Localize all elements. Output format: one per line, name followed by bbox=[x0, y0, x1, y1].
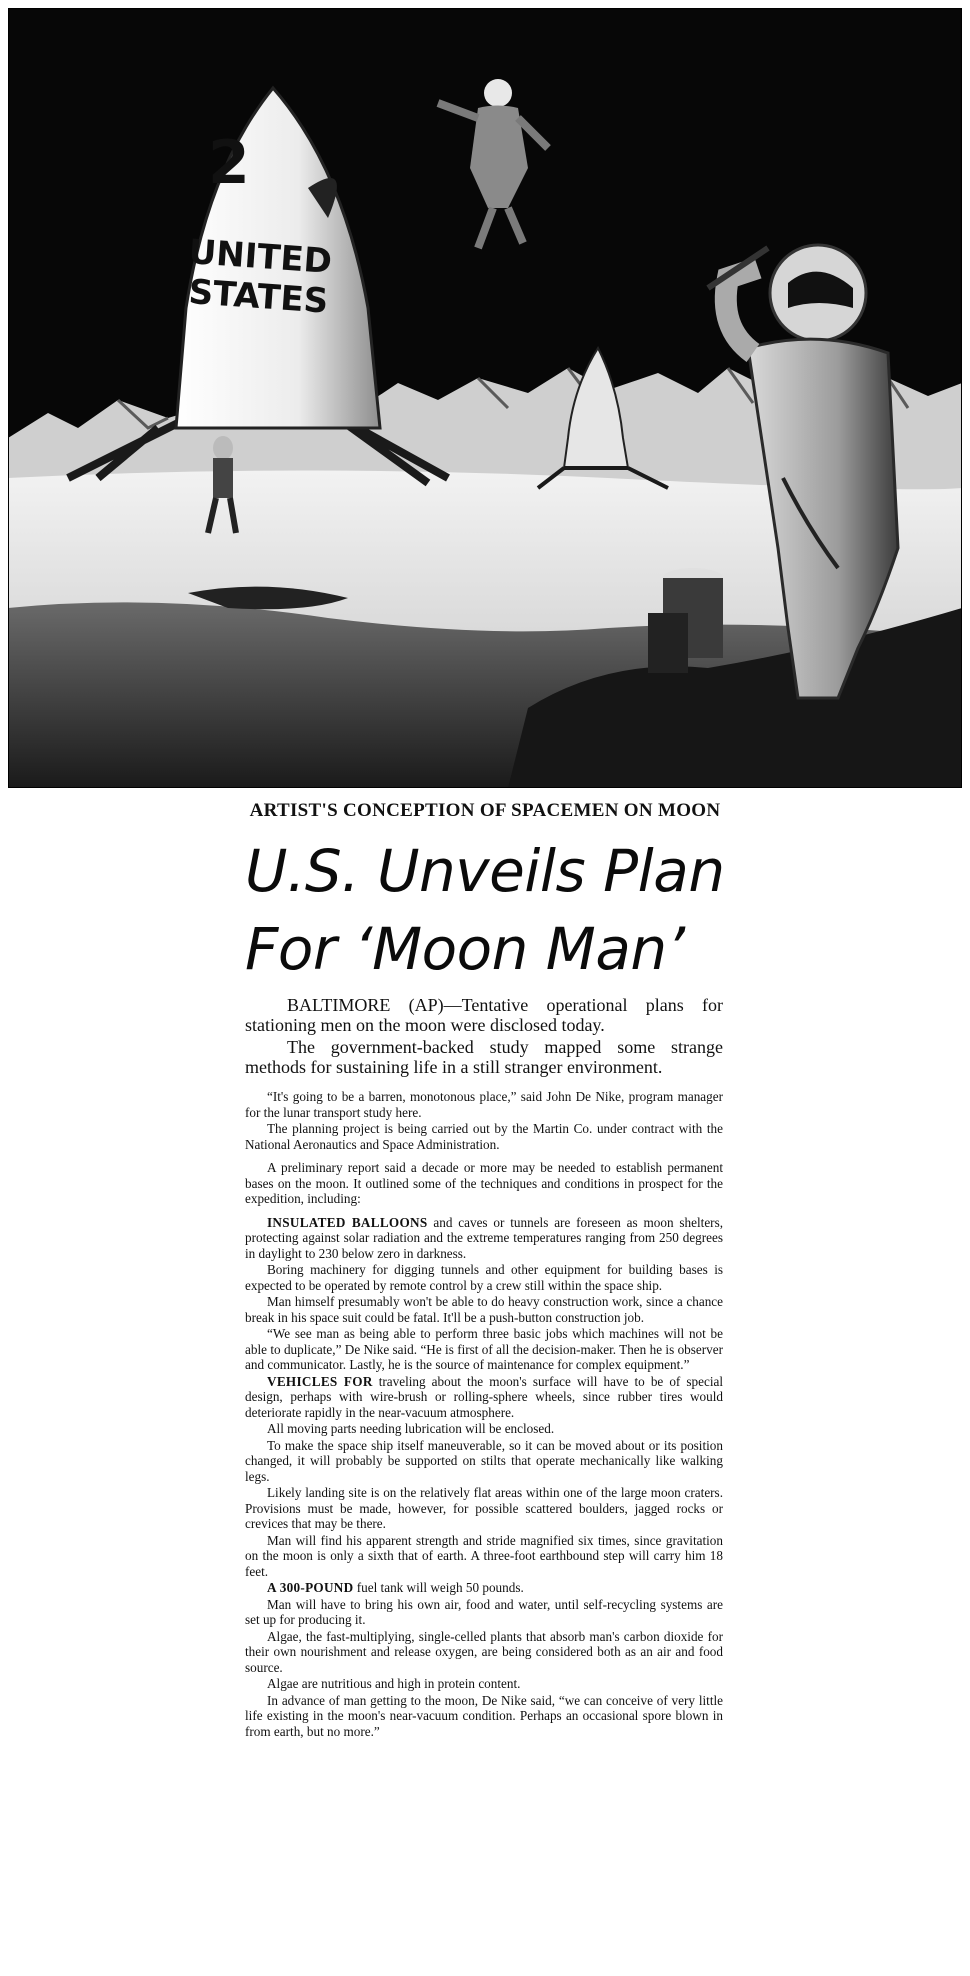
paragraph-text: fuel tank will weigh 50 pounds. bbox=[353, 1580, 524, 1595]
paragraph-subhead: VEHICLES FOR bbox=[267, 1373, 373, 1389]
lead-block bbox=[245, 995, 723, 1077]
paragraph-text: “It's going to be a barren, monotonous place,” said John De Nike, program manager for the lunar transport study here. bbox=[245, 1089, 723, 1120]
body-paragraph bbox=[245, 1597, 723, 1628]
paragraph-text: Likely landing site is on the relatively flat areas within one of the large moon craters. Provisions must be made, however, for possible scattered boulders, jagged rocks or crevices that may be there. bbox=[245, 1485, 723, 1531]
body-paragraph bbox=[245, 1580, 723, 1596]
paragraph-subhead: INSULATED BALLOONS bbox=[267, 1214, 428, 1230]
paragraph-text: Man himself presumably won't be able to do heavy construction work, since a chance break in his space suit could be fatal. It'll be a push-button construction job. bbox=[245, 1294, 723, 1325]
paragraph-subhead: A 300-POUND bbox=[267, 1580, 354, 1595]
body-paragraph bbox=[245, 1485, 723, 1532]
paragraph-text: Algae are nutritious and high in protein content. bbox=[267, 1676, 521, 1691]
paragraph-text: All moving parts needing lubrication will be enclosed. bbox=[267, 1421, 555, 1436]
body-paragraph bbox=[245, 1121, 723, 1152]
body-paragraph bbox=[245, 1629, 723, 1676]
paragraph-text: Man will have to bring his own air, food and water, until self-recycling systems are set up for producing it. bbox=[245, 1596, 723, 1627]
paragraph-text: “We see man as being able to perform three basic jobs which machines will not be able to duplicate,” De Nike said. “He is first of all the decision-maker. Then he is observer and communicator. Lastly, he is the source of maintenance for complex equipment.” bbox=[245, 1326, 723, 1372]
moon-illustration-photo bbox=[8, 8, 962, 788]
body-paragraph bbox=[245, 1160, 723, 1207]
lead-paragraph: The government-backed study mapped some strange methods for sustaining life in a still stranger environment. bbox=[245, 1037, 723, 1077]
rocket-lettering-2: STATES bbox=[187, 272, 330, 322]
paragraph-text: Man will find his apparent strength and stride magnified six times, since gravitation on the moon is only a sixth that of earth. A three-foot earthbound step will carry him 18 feet. bbox=[245, 1532, 723, 1579]
paragraph-text: traveling about the moon's surface will have to be of special design, perhaps with wire-brush or rolling-sphere wheels, since rubber tires would deteriorate rapidly in the near-vacuum atmosphere. bbox=[245, 1373, 723, 1420]
lead-paragraph: BALTIMORE (AP)—Tentative operational plans for stationing men on the moon were disclosed today. bbox=[245, 995, 723, 1035]
paragraph-text: and caves or tunnels are foreseen as moon shelters, protecting against solar radiation and the extreme temperatures ranging from 250 degrees in daylight to 230 below zero in darkness. bbox=[245, 1214, 723, 1261]
rocket-numeral: 2 bbox=[208, 128, 250, 198]
body-paragraph bbox=[245, 1326, 723, 1373]
headline-line-2: For ‘Moon Man’ bbox=[245, 915, 685, 983]
paragraph-text: Boring machinery for digging tunnels and other equipment for building bases is expected to be operated by remote control by a crew still within the space ship. bbox=[245, 1262, 723, 1293]
paragraph-text: The planning project is being carried out by the Martin Co. under contract with the National Aeronautics and Space Administration. bbox=[245, 1121, 723, 1152]
body-paragraph bbox=[245, 1676, 723, 1692]
body-paragraph bbox=[245, 1438, 723, 1485]
body-paragraph bbox=[245, 1693, 723, 1740]
body-paragraph bbox=[245, 1262, 723, 1293]
headline bbox=[245, 832, 845, 988]
paragraph-text: A preliminary report said a decade or more may be needed to establish permanent bases on the moon. It outlined some of the techniques and conditions in prospect for the expedition, including: bbox=[245, 1160, 723, 1206]
body-paragraph bbox=[245, 1421, 723, 1437]
body-paragraph bbox=[245, 1089, 723, 1120]
body-paragraph bbox=[245, 1215, 723, 1262]
body-paragraph bbox=[245, 1294, 723, 1325]
body-paragraph bbox=[245, 1374, 723, 1421]
moon-scene bbox=[8, 8, 962, 788]
headline-line-1: U.S. Unveils Plan bbox=[245, 837, 725, 905]
rocket-lettering-1: UNITED bbox=[187, 232, 334, 282]
photo-caption: ARTIST'S CONCEPTION OF SPACEMEN ON MOON bbox=[249, 800, 721, 821]
paragraph-text: To make the space ship itself maneuverable, so it can be moved about or its position changed, it will probably be supported on stilts that operate mechanically like walking legs. bbox=[245, 1437, 723, 1484]
body-paragraphs bbox=[245, 1089, 723, 1739]
paragraph-text: In advance of man getting to the moon, De Nike said, “we can conceive of very little life existing in the moon's near-vacuum condition. Perhaps an occasional spore blown in from earth, but no more.” bbox=[245, 1692, 723, 1739]
article-body bbox=[245, 995, 723, 1740]
paragraph-text: Algae, the fast-multiplying, single-celled plants that absorb man's carbon dioxide for their own nourishment and release oxygen, are being considered both as an air and food source. bbox=[245, 1628, 723, 1675]
body-paragraph bbox=[245, 1533, 723, 1580]
